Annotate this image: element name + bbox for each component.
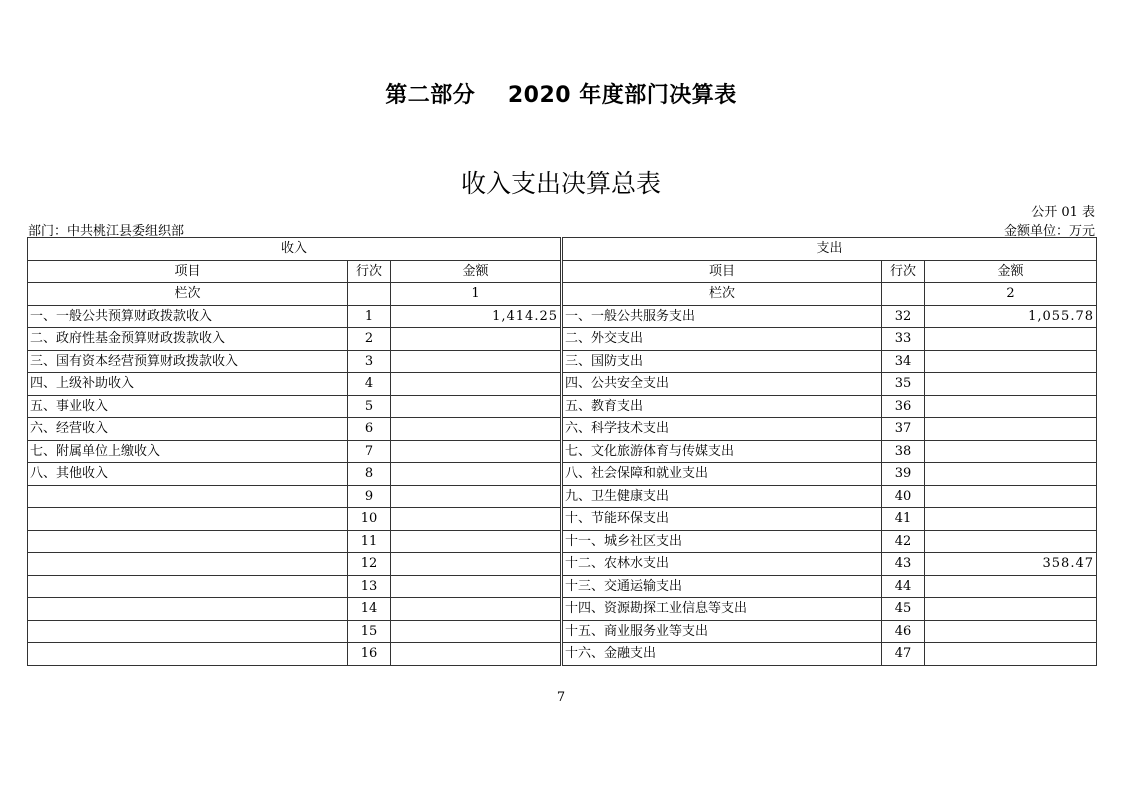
income-amount-cell	[391, 643, 562, 666]
expense-line-cell: 33	[882, 328, 925, 351]
expense-item-cell: 二、外交支出	[562, 328, 882, 351]
income-line-cell: 4	[348, 373, 391, 396]
expense-line-cell: 43	[882, 553, 925, 576]
income-line-cell: 11	[348, 530, 391, 553]
income-item-cell	[28, 620, 348, 643]
income-amount-cell	[391, 350, 562, 373]
income-line-cell: 8	[348, 463, 391, 486]
income-item-cell	[28, 598, 348, 621]
expense-line-cell: 32	[882, 305, 925, 328]
income-amount-cell: 1,414.25	[391, 305, 562, 328]
expense-line-cell: 42	[882, 530, 925, 553]
expense-amount-cell: 358.47	[925, 553, 1097, 576]
table-row	[28, 598, 1097, 621]
expense-item-cell: 十三、交通运输支出	[562, 575, 882, 598]
income-line-cell: 10	[348, 508, 391, 531]
expense-amount-cell	[925, 508, 1097, 531]
income-line-cell: 6	[348, 418, 391, 441]
department-label: 部门：中共桃江县委组织部	[28, 224, 185, 239]
income-item-cell	[28, 485, 348, 508]
expense-item-cell: 四、公共安全支出	[562, 373, 882, 396]
expense-line-cell: 46	[882, 620, 925, 643]
expense-amount-cell	[925, 328, 1097, 351]
table-row	[28, 440, 1097, 463]
col-line-header: 行次	[348, 260, 391, 283]
table-row	[28, 508, 1097, 531]
expense-amount-cell	[925, 418, 1097, 441]
income-amount-cell	[391, 463, 562, 486]
income-item-cell	[28, 575, 348, 598]
col-item-header-right: 项目	[562, 260, 882, 283]
table-row	[28, 553, 1097, 576]
income-amount-cell	[391, 575, 562, 598]
expense-amount-cell	[925, 530, 1097, 553]
table-row	[28, 643, 1097, 666]
table-row	[28, 485, 1097, 508]
income-line-cell: 12	[348, 553, 391, 576]
table-row	[28, 418, 1097, 441]
table-row	[28, 395, 1097, 418]
expense-line-cell: 40	[882, 485, 925, 508]
table-row	[28, 530, 1097, 553]
expense-amount-cell	[925, 643, 1097, 666]
income-line-cell: 9	[348, 485, 391, 508]
expense-item-cell: 十一、城乡社区支出	[562, 530, 882, 553]
row-label-amount-left: 1	[391, 283, 562, 306]
column-header-row	[28, 260, 1097, 283]
page-number: 7	[556, 690, 566, 705]
row-label-left: 栏次	[28, 283, 348, 306]
expense-amount-cell	[925, 598, 1097, 621]
form-code: 公开 01 表	[1031, 205, 1095, 220]
expense-amount-cell	[925, 575, 1097, 598]
col-item-header: 项目	[28, 260, 348, 283]
income-item-cell: 八、其他收入	[28, 463, 348, 486]
expense-item-cell: 九、卫生健康支出	[562, 485, 882, 508]
income-item-cell	[28, 553, 348, 576]
income-line-cell: 5	[348, 395, 391, 418]
expense-item-cell: 八、社会保障和就业支出	[562, 463, 882, 486]
income-item-cell: 七、附属单位上缴收入	[28, 440, 348, 463]
col-line-header-right: 行次	[882, 260, 925, 283]
income-item-cell: 一、一般公共预算财政拨款收入	[28, 305, 348, 328]
expense-line-cell: 37	[882, 418, 925, 441]
income-line-cell: 13	[348, 575, 391, 598]
expense-line-cell: 45	[882, 598, 925, 621]
expense-item-cell: 十六、金融支出	[562, 643, 882, 666]
column-index-row	[28, 283, 1097, 306]
table-row	[28, 305, 1097, 328]
amount-unit-label: 金额单位：万元	[1003, 224, 1095, 239]
income-line-cell: 2	[348, 328, 391, 351]
income-line-cell: 16	[348, 643, 391, 666]
income-item-cell	[28, 530, 348, 553]
expense-line-cell: 38	[882, 440, 925, 463]
income-line-cell: 3	[348, 350, 391, 373]
row-label-line-left	[348, 283, 391, 306]
income-amount-cell	[391, 553, 562, 576]
income-item-cell: 二、政府性基金预算财政拨款收入	[28, 328, 348, 351]
row-label-right: 栏次	[562, 283, 882, 306]
col-amount-header: 金额	[391, 260, 562, 283]
income-item-cell: 四、上级补助收入	[28, 373, 348, 396]
table-row	[28, 350, 1097, 373]
table-row	[28, 328, 1097, 351]
expense-line-cell: 41	[882, 508, 925, 531]
expense-item-cell: 七、文化旅游体育与传媒支出	[562, 440, 882, 463]
section-title: 第二部分 2020 年度部门决算表	[385, 83, 737, 108]
expense-line-cell: 39	[882, 463, 925, 486]
expense-amount-cell	[925, 350, 1097, 373]
income-amount-cell	[391, 418, 562, 441]
expense-amount-cell	[925, 463, 1097, 486]
expense-item-cell: 十、节能环保支出	[562, 508, 882, 531]
expense-line-cell: 47	[882, 643, 925, 666]
expense-amount-cell	[925, 485, 1097, 508]
income-item-cell	[28, 643, 348, 666]
expense-line-cell: 35	[882, 373, 925, 396]
expense-amount-cell: 1,055.78	[925, 305, 1097, 328]
income-amount-cell	[391, 440, 562, 463]
table-title: 收入支出决算总表	[460, 169, 661, 198]
income-item-cell: 五、事业收入	[28, 395, 348, 418]
expense-item-cell: 六、科学技术支出	[562, 418, 882, 441]
expense-amount-cell	[925, 620, 1097, 643]
expense-item-cell: 十四、资源勘探工业信息等支出	[562, 598, 882, 621]
expense-item-cell: 一、一般公共服务支出	[562, 305, 882, 328]
row-label-line-right	[882, 283, 925, 306]
col-amount-header-right: 金额	[925, 260, 1097, 283]
income-amount-cell	[391, 530, 562, 553]
income-expense-table	[27, 237, 1097, 666]
income-amount-cell	[391, 508, 562, 531]
group-header-row	[28, 238, 1097, 261]
table-row	[28, 373, 1097, 396]
expense-line-cell: 36	[882, 395, 925, 418]
expense-item-cell: 三、国防支出	[562, 350, 882, 373]
table-row	[28, 575, 1097, 598]
expense-amount-cell	[925, 440, 1097, 463]
expense-amount-cell	[925, 373, 1097, 396]
expense-line-cell: 44	[882, 575, 925, 598]
row-label-amount-right: 2	[925, 283, 1097, 306]
income-amount-cell	[391, 620, 562, 643]
income-line-cell: 15	[348, 620, 391, 643]
income-line-cell: 1	[348, 305, 391, 328]
income-item-cell: 三、国有资本经营预算财政拨款收入	[28, 350, 348, 373]
income-amount-cell	[391, 373, 562, 396]
expense-item-cell: 十五、商业服务业等支出	[562, 620, 882, 643]
expense-item-cell: 十二、农林水支出	[562, 553, 882, 576]
expense-header: 支出	[562, 238, 1097, 261]
table-row	[28, 463, 1097, 486]
income-amount-cell	[391, 485, 562, 508]
income-line-cell: 7	[348, 440, 391, 463]
income-header: 收入	[28, 238, 562, 261]
expense-amount-cell	[925, 395, 1097, 418]
expense-item-cell: 五、教育支出	[562, 395, 882, 418]
income-item-cell: 六、经营收入	[28, 418, 348, 441]
income-amount-cell	[391, 328, 562, 351]
income-item-cell	[28, 508, 348, 531]
expense-line-cell: 34	[882, 350, 925, 373]
income-amount-cell	[391, 598, 562, 621]
table-row	[28, 620, 1097, 643]
income-amount-cell	[391, 395, 562, 418]
income-line-cell: 14	[348, 598, 391, 621]
